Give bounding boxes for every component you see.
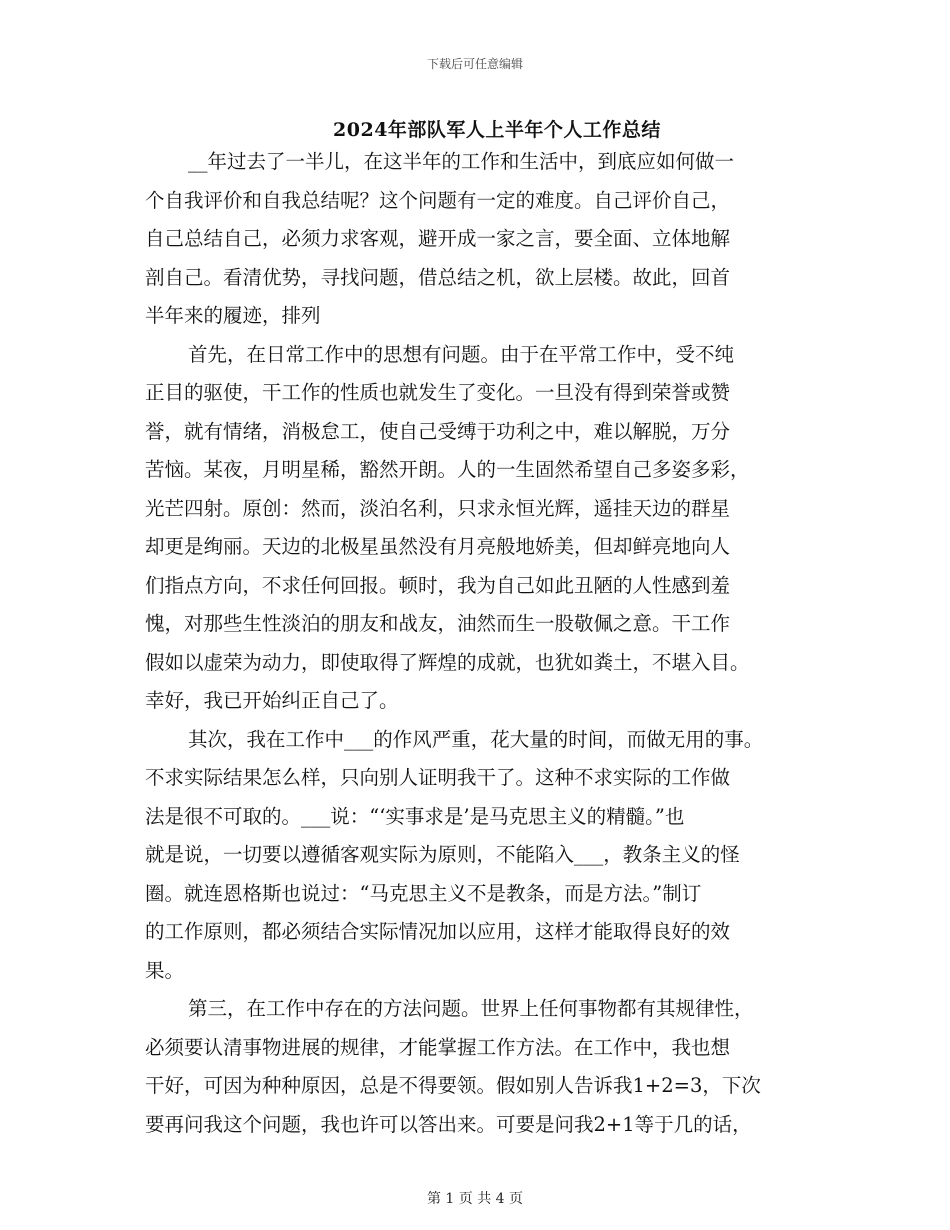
- paragraph-line: 幸好，我已开始纠正自己了。: [145, 689, 399, 712]
- paragraph-line: 剖自己。看清优势，寻找问题，借总结之机，欲上层楼。故此，回首: [145, 265, 731, 289]
- paragraph-line: 其次，我在工作中___的作风严重，花大量的时间，而做无用的事。: [188, 727, 764, 751]
- document-body: [145, 143, 825, 1144]
- paragraph-line: 的工作原则，都必须结合实际情况加以应用，这样才能取得良好的效: [145, 920, 731, 943]
- paragraph-line: 首先，在日常工作中的思想有问题。由于在平常工作中，受不纯: [188, 342, 735, 366]
- paragraph-line: 个自我评价和自我总结呢？这个问题有一定的难度。自己评价自己，: [145, 188, 731, 212]
- paragraph-line: 要再问我这个问题，我也许可以答出来。可要是问我2+1等于几的话，: [145, 1112, 752, 1136]
- paragraph-line: __年过去了一半儿，在这半年的工作和生活中，到底应如何做一: [188, 150, 735, 173]
- paragraph-line: 第三，在工作中存在的方法问题。世界上任何事物都有其规律性，: [188, 997, 754, 1020]
- page-footer: 第 1 页 共 4 页: [426, 1191, 524, 1207]
- paragraph-line: 就是说，一切要以遵循客观实际为原则，不能陷入___，教条主义的怪: [145, 843, 740, 866]
- paragraph-line: 干好，可因为种种原因，总是不得要领。假如别人告诉我1+2=3，下次: [145, 1074, 761, 1097]
- paragraph-line: 圈。就连恩格斯也说过：“马克思主义不是教条，而是方法。”制订: [145, 881, 702, 905]
- paragraph-line: 誉，就有情绪，消极怠工，使自己受缚于功利之中，难以解脱，万分: [145, 419, 731, 443]
- page-header: 下载后可任意编辑: [426, 57, 523, 71]
- paragraph-line: 不求实际结果怎么样，只向别人证明我干了。这种不求实际的工作做: [145, 766, 731, 789]
- paragraph-line: 果。: [145, 958, 185, 982]
- paragraph-line: 自己总结自己，必须力求客观，避开成一家之言，要全面、立体地解: [145, 227, 731, 250]
- paragraph-line: 正目的驱使，干工作的性质也就发生了变化。一旦没有得到荣誉或赞: [145, 381, 731, 404]
- paragraph-line: 却更是绚丽。天边的北极星虽然没有月亮般地娇美，但却鲜亮地向人: [145, 535, 731, 558]
- paragraph-line: 光芒四射。原创：然而，淡泊名利，只求永恒光辉，遥挂天边的群星: [145, 496, 731, 520]
- paragraph-line: 苦恼。某夜，月明星稀，豁然开朗。人的一生固然希望自己多姿多彩，: [145, 458, 750, 481]
- paragraph-line: 假如以虚荣为动力，即使取得了辉煌的成就，也犹如粪土，不堪入目。: [145, 650, 750, 674]
- paragraph-line: 法是很不可取的。___说：“‘实事求是’是马克思主义的精髓。”也: [145, 804, 685, 828]
- paragraph-line: 们指点方向，不求任何回报。顿时，我为自己如此丑陋的人性感到羞: [145, 573, 731, 597]
- document-title: 2024年部队军人上半年个人工作总结: [333, 119, 661, 141]
- paragraph-line: 必须要认清事物进展的规律，才能掌握工作方法。在工作中，我也想: [145, 1035, 731, 1059]
- paragraph-line: 半年来的履迹，排列: [145, 304, 321, 327]
- paragraph-line: 愧，对那些生性淡泊的朋友和战友，油然而生一股敬佩之意。干工作: [145, 612, 731, 635]
